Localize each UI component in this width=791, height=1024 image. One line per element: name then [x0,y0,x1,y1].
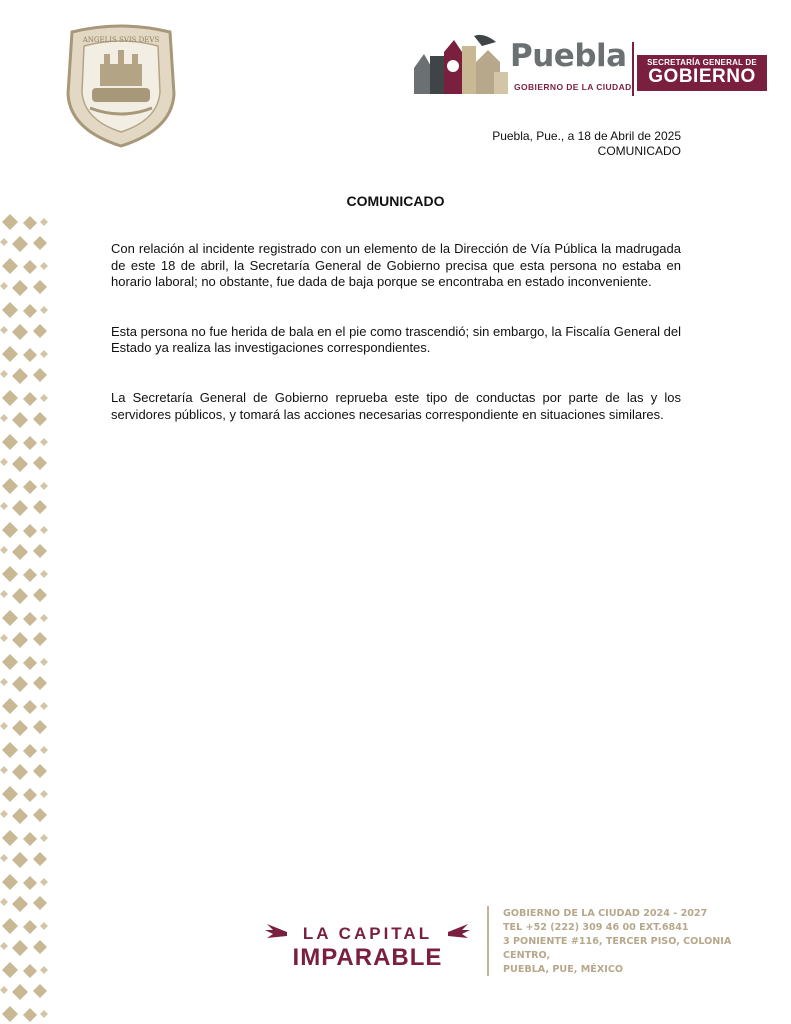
decorative-border-pattern [0,212,50,1022]
dateline-label: COMUNICADO [597,144,681,158]
logo-wordmark: Puebla [510,38,627,74]
slogan-line-2: IMPARABLE [292,944,443,971]
paragraph: Con relación al incidente registrado con un elemento de la Dirección de Vía Pública la madrugada de este 18 de abril, la Secretaría General de Gobierno precisa que esta persona no estaba en horario laboral; no obstante, fue dada de baja porque se encontraba en estado inconveniente. [111,241,681,290]
city-crest-logo [62,24,180,150]
paragraph: La Secretaría General de Gobierno reprueba este tipo de conductas por parte de las y los servidores públicos, y tomará las acciones necesarias correspondiente en situaciones similares. [111,389,681,422]
contact-line: PUEBLA, PUE, MÉXICO [503,964,624,975]
contact-line: CENTRO, [503,950,551,961]
contact-line: 3 PONIENTE #116, TERCER PISO, COLONIA [503,936,732,947]
city-skyline-icon [410,32,510,98]
puebla-government-logo [410,30,770,102]
footer-divider [487,906,489,976]
place-date: Puebla, Pue., a 18 de Abril de 2025 [492,129,681,143]
badge-main-text: GOBIERNO [648,66,756,87]
secretaria-badge [637,55,767,91]
contact-line: GOBIERNO DE LA CIUDAD 2024 - 2027 [503,908,708,919]
logo-divider [632,42,634,96]
document-title: COMUNICADO [346,193,445,209]
paragraph: Esta persona no fue herida de bala en el pie como trascendió; sin embargo, la Fiscalía General del Estado ya realiza las investigaciones correspondientes. [111,323,681,356]
badge-top-text: SECRETARÍA GENERAL DE [647,58,757,67]
dateline [492,129,681,159]
footer-contact-info [503,907,753,977]
slogan-line-1: LA CAPITAL [302,924,433,943]
document-body [111,241,681,456]
contact-line: TEL +52 (222) 309 46 00 EXT.6841 [503,922,689,933]
la-capital-imparable-logo [265,920,470,976]
logo-subtitle: GOBIERNO DE LA CIUDAD [514,82,632,92]
crest-motto: ANGELIS SVIS DEVS [82,36,160,44]
